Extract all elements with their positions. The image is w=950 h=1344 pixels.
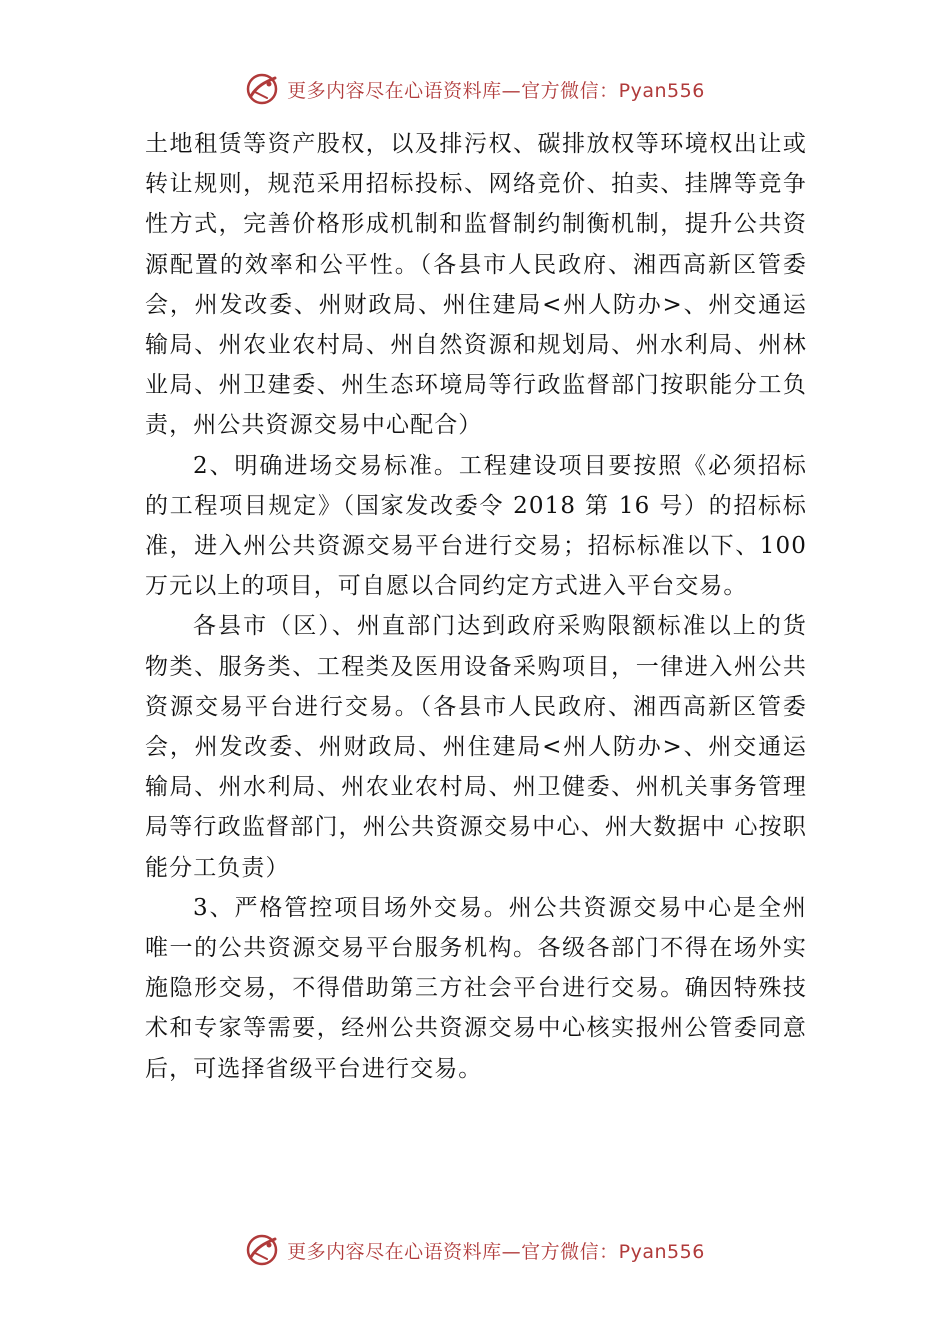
paragraph-procurement: 各县市（区）、州直部门达到政府采购限额标准以上的货物类、服务类、工程类及医用设备采购项目，一律进入州公共资源交易平台进行交易。（各县市人民政府、湘西高新区管委会，州发改委、州财政局、州住建局<州人防办>、州交通运输局、州水利局、州农业农村局、州卫健委、州机关事务管理局等行政监督部门，州公共资源交易中心、州大数据中 心按职能分工负责） <box>145 613 807 881</box>
brand-logo-icon <box>245 1233 279 1267</box>
footer-watermark <box>0 1233 950 1267</box>
paragraph-continued: 土地租赁等资产股权，以及排污权、碳排放权等环境权出让或转让规则，规范采用招标投标、网络竞价、拍卖、挂牌等竞争性方式，完善价格形成机制和监督制约制衡机制，提升公共资源配置的效率和公平性。（各县市人民政府、湘西高新区管委会，州发改委、州财政局、州住建局<州人防办>、州交通运输局、州农业农村局、州自然资源和规划局、州水利局、州林业局、州卫建委、州生态环境局等行政监督部门按职能分工负责，州公共资源交易中心配合） <box>145 131 807 439</box>
header-watermark <box>0 72 950 106</box>
paragraph-item-3: 3、严格管控项目场外交易。州公共资源交易中心是全州唯一的公共资源交易平台服务机构。各级各部门不得在场外实施隐形交易，不得借助第三方社会平台进行交易。确因特殊技术和专家等需要，经州公共资源交易中心核实报州公管委同意后，可选择省级平台进行交易。 <box>145 894 807 1082</box>
header-watermark-text: 更多内容尽在心语资料库—官方微信：Pyan556 <box>287 79 705 102</box>
brand-logo-icon <box>245 72 279 106</box>
footer-watermark-text: 更多内容尽在心语资料库—官方微信：Pyan556 <box>287 1240 705 1263</box>
document-body <box>145 124 807 1089</box>
paragraph-item-2: 2、明确进场交易标准。工程建设项目要按照《必须招标的工程项目规定》（国家发改委令 2018 第 16 号）的招标标准，进入州公共资源交易平台进行交易；招标标准以下、100 万元以上的项目，可自愿以合同约定方式进入平台交易。 <box>145 452 807 600</box>
